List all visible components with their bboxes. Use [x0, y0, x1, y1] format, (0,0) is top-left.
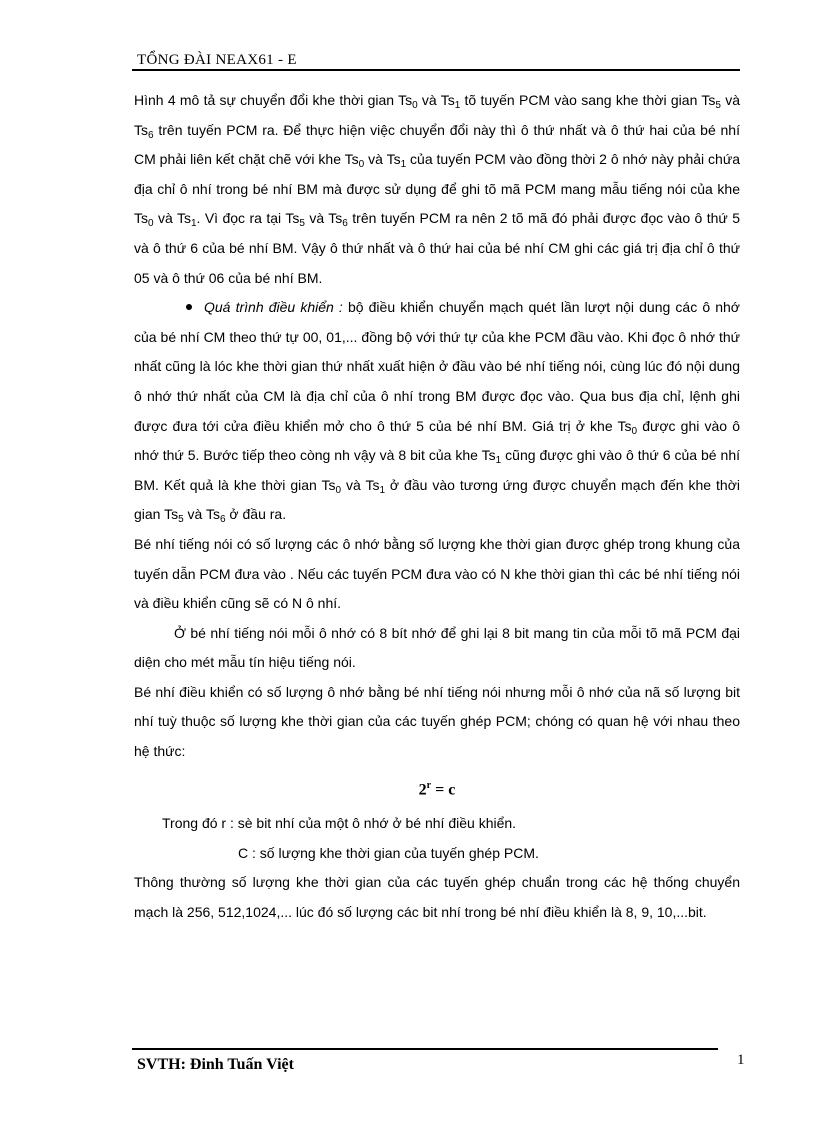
definition-r: Trong đó r : sè bit nhí của một ô nhớ ở bé nhí điều khiển. — [162, 814, 517, 831]
document-body — [134, 86, 740, 927]
definition-c: C : số lượng khe thời gian của tuyến ghép PCM. — [238, 844, 539, 861]
paragraph-4: Bé nhí điều khiển có số lượng ô nhớ bằng bé nhí tiếng nói nhưng mỗi ô nhớ của nã số lượng bit nhí tuỳ thuộc số lượng khe thời gian của các tuyến ghép PCM; chóng có quan hệ với nhau theo hệ thức: — [134, 683, 740, 760]
formula: $2^r = c$ — [418, 779, 456, 798]
bullet-dot-icon — [186, 304, 192, 310]
footer-rule — [132, 1048, 718, 1050]
paragraph-1: Hình 4 mô tả sự chuyển đổi khe thời gian $Ts_0$ và $Ts_1$ tõ tuyến PCM vào sang khe thời gian $Ts_5$ và $Ts_6$ trên tuyến PCM ra. Để thực hiện việc chuyển đổi này thì ô thứ nhất và ô thứ hai của bé nhí CM phải liên kết chặt chẽ với khe $Ts_0$ và $Ts_1$ của tuyến PCM vào đồng thời 2 ô nhớ này phải chứa địa chỉ ô nhí trong bé nhí BM mà được sử dụng để ghi tõ mã PCM mang mẫu tiếng nói của khe $Ts_0$ và $Ts_1$. Vì đọc ra tại $Ts_5$ và $Ts_6$ trên tuyến PCM ra nên 2 tõ mã đó phải được đọc vào ô thứ 5 và ô thứ 6 của bé nhí BM. Vậy ô thứ nhất và ô thứ hai của bé nhí CM ghi các giá trị địa chỉ ô thứ 05 và ô thứ 06 của bé nhí BM. — [134, 92, 741, 286]
paragraph-5: Thông thường số lượng khe thời gian của các tuyến ghép chuẩn trong các hệ thống chuyển mạch là 256, 512,1024,... lúc đó số lượng các bit nhí trong bé nhí điều khiển là 8, 9, 10,...bit. — [134, 874, 740, 920]
bullet-title: Quá trình điều khiển : — [204, 299, 343, 316]
paragraph-3: Ở bé nhí tiếng nói mỗi ô nhớ có 8 bít nhớ để ghi lại 8 bit mang tin của mỗi tõ mã PCM đại diện cho mét mẫu tín hiệu tiếng nói. — [134, 624, 740, 671]
page-header-title: TỔNG ĐÀI NEAX61 - E — [137, 52, 297, 68]
footer-author: SVTH: Đinh Tuấn Việt — [137, 1056, 294, 1073]
header-rule — [132, 69, 740, 71]
bullet-paragraph: Quá trình điều khiển : bộ điều khiển chuyển mạch quét lần lượt nội dung các ô nhớ của bé nhí CM theo thứ tự 00, 01,... đồng bộ với thứ tự của khe PCM đầu vào. Khi đọc ô nhớ thứ nhất cũng là lóc khe thời gian thứ nhất xuất hiện ở đầu vào bé nhí tiếng nói, cùng lúc đó nội dung ô nhớ thứ nhất của CM là địa chỉ của ô nhí trong BM được đọc vào. Qua bus địa chỉ, lệnh ghi được đưa tới cửa điều khiển mở cho ô thứ 5 của bé nhí BM. Giá trị ở khe $Ts_0$ được ghi vào ô nhớ thứ 5. Bước tiếp theo còng nh vậy và 8 bit của khe $Ts_1$ cũng được ghi vào ô thứ 6 của bé nhí BM. Kết quả là khe thời gian $Ts_0$ và $Ts_1$ ở đầu vào tương ứng được chuyển mạch đến khe thời gian $Ts_5$ và $Ts_6$ ở đầu ra. — [134, 299, 741, 526]
page-number: 1 — [737, 1052, 745, 1068]
paragraph-2: Bé nhí tiếng nói có số lượng các ô nhớ bằng số lượng khe thời gian được ghép trong khung của tuyến dẫn PCM đưa vào . Nếu các tuyến PCM đưa vào có N khe thời gian thì các bé nhí tiếng nói và điều khiển cũng sẽ có N ô nhí. — [134, 535, 740, 612]
